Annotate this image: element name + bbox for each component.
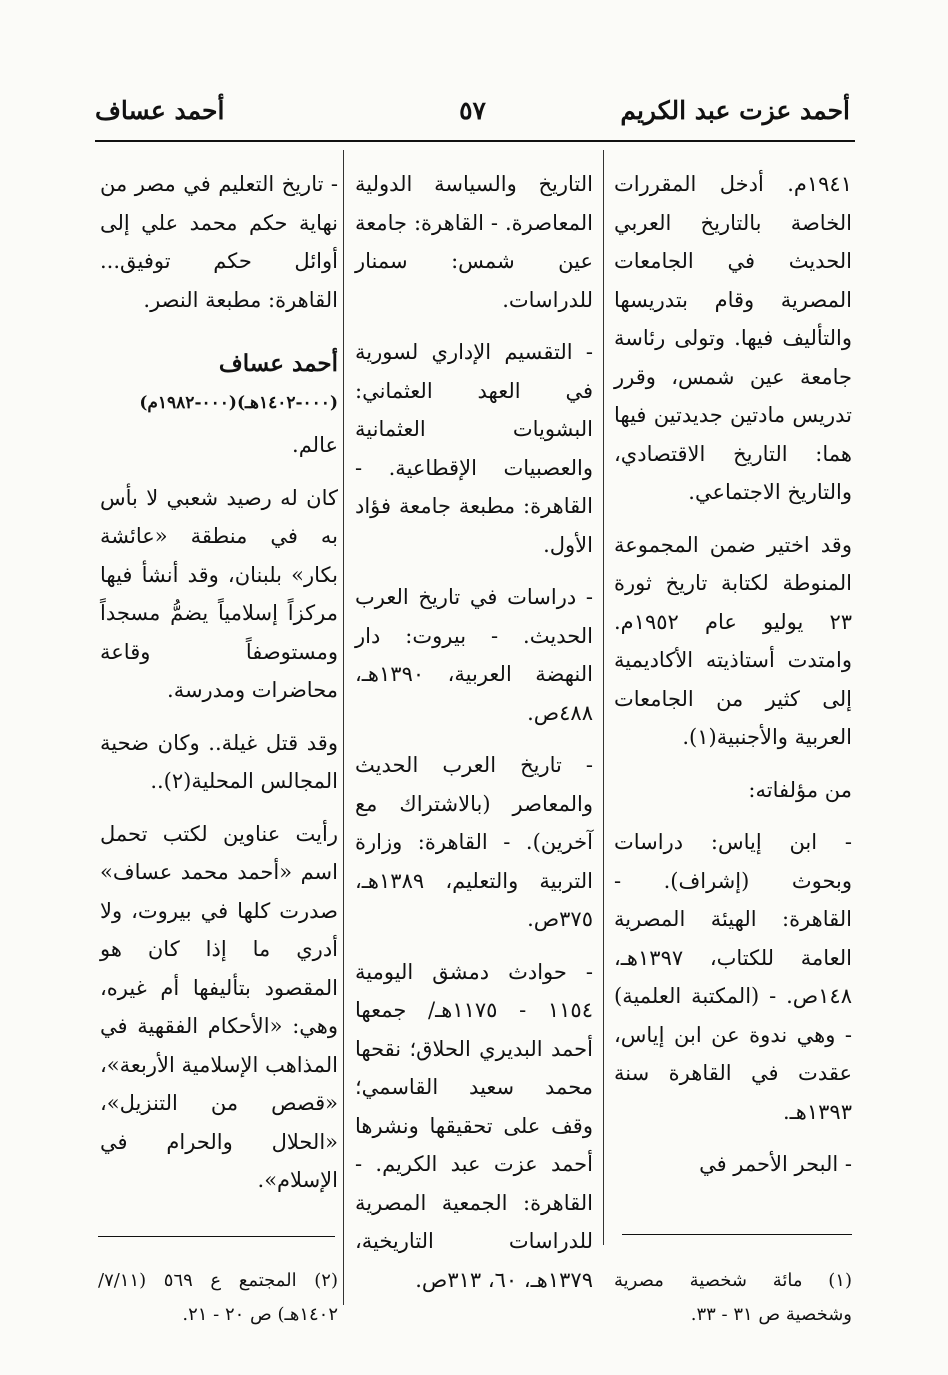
bibliography-item: - دراسات في تاريخ العرب الحديث. - بيروت: دار النهضة العربية، ١٣٩٠هـ، ٤٨٨ص. [355, 585, 593, 725]
bibliography-item: - تاريخ العرب الحديث والمعاصر (بالاشتراك مع آخرين). - القاهرة: وزارة التربية والتعليم، ١٣٨٩هـ، ٣٧٥ص. [355, 753, 593, 931]
paragraph: كان له رصيد شعبي لا بأس به في منطقة «عائشة بكار» بلبنان، وقد أنشأ فيها مركزاً إسلامياً يضمُّ مسجداً ومستوصفاً وقاعة محاضرات ومدرسة. [100, 485, 338, 702]
paragraph: رأيت عناوين لكتب تحمل اسم «أحمد محمد عساف» صدرت كلها في بيروت، ولا أدري ما إذا كان هو المقصود بتأليفها أم غيره، وهي: «الأحكام الفقهية في المذاهب الإسلامية الأربعة»، «قصص من التنزيل»، «الحلال والحرام في الإسلام». [100, 821, 338, 1192]
running-header [95, 92, 850, 140]
paragraph: وقد قتل غيلة.. وكان ضحية المجالس المحلية(٢).. [100, 730, 338, 793]
column-divider-left [343, 150, 344, 1305]
bibliography-item: - حوادث دمشق اليومية ١١٥٤ - ١١٧٥هـ/ جمعها أحمد البديري الحلاق؛ نقحها محمد سعيد القاسمي؛ وقف على تحقيقها ونشرها أحمد عزت عبد الكريم. - القاهرة: الجمعية المصرية للدراسات التاريخية، ١٣٧٩هـ، ٦٠، ٣١٣ص. [355, 959, 593, 1292]
bibliography-item: التاريخ والسياسة الدولية المعاصرة. - القاهرة: جامعة عين شمس: سمنار للدراسات. [355, 172, 593, 312]
paragraph: ١٩٤١م. أدخل المقررات الخاصة بالتاريخ العربي الحديث في الجامعات المصرية وقام بتدريسها والتأليف فيها. وتولى رئاسة جامعة عين شمس، وقرر تدريس مادتين جديدتين فيها هما: التاريخ الاقتصادي، والتاريخ الاجتماعي. [614, 172, 852, 504]
paragraph: وقد اختير ضمن المجموعة المنوطة لكتابة تاريخ ثورة ٢٣ يوليو عام ١٩٥٢م. وامتدت أستاذيته الأكاديمية إلى كثير من الجامعات العربية والأجنبية(١). [614, 532, 852, 749]
paragraph: عالم. [292, 433, 338, 457]
entry-heading: أحمد عساف [218, 350, 338, 377]
header-entry-title-left: أحمد عساف [95, 96, 225, 125]
bibliography-item: - التقسيم الإداري لسورية في العهد العثماني: البشويات العثمانية والعصبيات الإقطاعية. - القاهرة: مطبعة جامعة فؤاد الأول. [355, 340, 593, 557]
header-rule [95, 140, 855, 142]
bibliography-item: - تاريخ التعليم في مصر من نهاية حكم محمد علي إلى أوائل حكم توفيق... القاهرة: مطبعة النصر. [100, 172, 338, 312]
footnote-rule-right [622, 1234, 852, 1235]
footnote-left: (٢) المجتمع ع ٥٦٩ (٧/١١/ ١٤٠٢هـ) ص ٢٠ - ٢١. [98, 1270, 338, 1325]
header-entry-title-right: أحمد عزت عبد الكريم [620, 96, 850, 125]
works-heading: من مؤلفاته: [748, 777, 852, 802]
bibliography-item: - ابن إياس: دراسات وبحوث (إشراف). - القاهرة: الهيئة المصرية العامة للكتاب، ١٣٩٧هـ، ١٤٨ص. - (المكتبة العلمية) - وهي ندوة عن ابن إياس، عقدت في القاهرة سنة ١٣٩٣هـ. [614, 830, 852, 1124]
page-number: ٥٧ [459, 96, 486, 125]
column-left [100, 165, 338, 1214]
entry-dates: (٠٠٠-١٤٠٢هـ)(٠٠٠-١٩٨٢م) [139, 392, 338, 413]
bibliography-item: - البحر الأحمر في [699, 1152, 852, 1176]
column-divider-right [603, 150, 604, 1245]
column-middle [355, 165, 593, 1313]
footnote-rule-left [98, 1236, 335, 1237]
column-right [614, 165, 852, 1198]
footnote-right: (١) مائة شخصية مصرية وشخصية ص ٣١ - ٣٣. [614, 1270, 852, 1325]
